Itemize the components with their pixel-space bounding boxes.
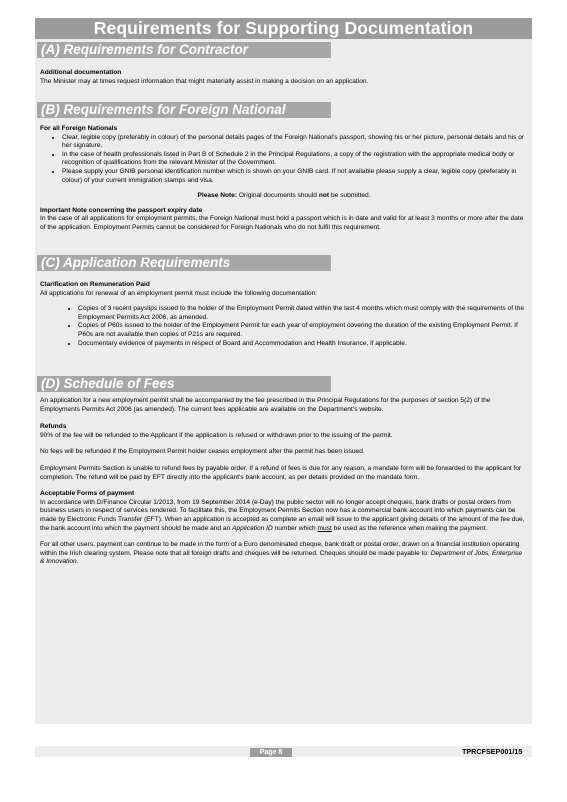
page-title: Requirements for Supporting Documentation — [35, 18, 532, 39]
payment-text-part-a: In accordance with D/Finance Circular 1/2013, from 19 September 2014 (e-Day) the public sector will no longer accept cheques, bank drafts or postal orders from business users in respect of services rendered. To facilitate this, the Employment Permits Section now has a commercial bank account into which payments can be made by Electronic Funds Transfer (EFT). When an application is accepted as complete an email will issue to the applicant giving details of the amount of the fee due, the bank account into which the payment should be made and an — [40, 498, 525, 532]
refunds-title: Refunds — [40, 423, 67, 431]
payment-forms-text-1 — [40, 499, 528, 533]
passport-expiry-text: In the case of all applications for employment permits, the Foreign National must hold a passport which is in date and valid for at least 3 months or more after the date of the application. Employment Permits cannot be considered for Foreign Nationals who do not fulfil this requirement. — [40, 215, 524, 231]
payment-forms-text-2 — [40, 541, 528, 567]
application-id-text: Application ID — [232, 524, 273, 532]
additional-documentation-text: The Minister may at times request information that might materially assist in making a decision on an application. — [40, 77, 369, 85]
section-b-heading: (B) Requirements for Foreign National — [37, 102, 331, 118]
please-note-label: Please Note: — [197, 192, 238, 200]
please-note-text-1: Original documents should — [238, 192, 317, 200]
page-number: Page 8 — [250, 748, 292, 757]
additional-documentation-title: Additional documentation — [40, 69, 122, 76]
refunds-text-1: 90% of the fee will be refunded to the Applicant if the application is refused or withdrawn prior to the issuing of the permit. — [40, 431, 393, 439]
please-note-text-2: be submitted. — [330, 192, 371, 200]
section-a-heading: (A) Requirements for Contractor — [37, 42, 331, 58]
list-item: • Copies of P60s issued to the holder of the Employment Permit for each year of employment covering the duration of the existing Employment Permit. If P60s are not available then copies of P21s are required. — [78, 322, 528, 339]
list-item: • Copies of 3 recent payslips issued to the holder of the Employment Permit dated within the last 4 months which must comply with the requirements of the Employment Permits Act 2006, as amended. — [78, 305, 528, 322]
refunds-text-3: Employment Permits Section is unable to refund fees by payable order. If a refund of fees is due for any reason, a mandate form will be forwarded to the applicant for completion. The refund will be paid by EFT directly into the applicant's bank account, as per details provided on the mandate form. — [40, 464, 522, 481]
list-item: • Please supply your GNIB personal identification number which is shown on your GNIB card. If not available please supply a clear, legible copy (preferably in colour) of your current immigration stamps and visa. — [62, 168, 528, 185]
payee-name: Department of Jobs, Enterprise & Innovation. — [40, 549, 523, 566]
remuneration-text: All applications for renewal of an employment permit must include the following documentation: — [40, 289, 318, 297]
must-text: must — [317, 524, 332, 532]
all-foreign-nationals-title: For all Foreign Nationals — [40, 125, 118, 132]
section-c-heading: (C) Application Requirements — [37, 255, 331, 271]
list-item: • Clear, legible copy (preferably in colour) of the personal details pages of the Foreign National’s passport, showing his or her picture, personal details and his or her signature. — [62, 134, 528, 151]
refunds-text-2: No fees will be refunded if the Employment Permit holder ceases employment after the permit has been issued. — [40, 448, 365, 456]
payment-text-2-part-a: For all other users, payment can continue to be made in the form of a Euro denominated cheque, bank draft or postal order, drawn on a financial institution operating within the Irish clearing system. Please note that all foreign drafts and cheques will be returned. Cheques should be made payable to: — [40, 541, 520, 557]
form-page — [35, 18, 532, 724]
list-item: • Documentary evidence of payments in respect of Board and Accommodation and Health Insurance, if applicable. — [78, 340, 528, 349]
foreign-national-requirements-list — [40, 134, 528, 186]
fees-intro-text: An application for a new employment permit shall be accompanied by the fee prescribed in the Principal Regulations for the purposes of section 5(2) of the Employments Permits Act 2006 (as amended). The current fees applicable are available on the Department’s website. — [40, 397, 491, 413]
payment-forms-title: Acceptable Forms of payment — [40, 490, 135, 498]
please-note — [40, 192, 528, 201]
passport-expiry-title: Important Note concerning the passport expiry date — [40, 206, 203, 214]
form-code: TPRCFSEP001/15 — [462, 747, 523, 756]
payment-text-part-c: be used as the reference when making the payment. — [333, 524, 488, 532]
list-item: • In the case of health professionals listed in Part B of Schedule 2 in the Principal Regulations, a copy of the registration with the appropriate medical body or recognition of qualifications from the relevant Minister of the Government. — [62, 151, 528, 168]
please-note-not: not — [318, 192, 330, 200]
remuneration-title: Clarification on Remuneration Paid — [40, 281, 150, 288]
section-d-heading: (D) Schedule of Fees — [37, 376, 331, 392]
section-d-body — [40, 397, 528, 567]
payment-text-part-b: number which — [274, 524, 316, 532]
section-a-body — [40, 69, 528, 86]
renewal-documentation-list — [40, 305, 528, 348]
section-b-body — [40, 125, 528, 233]
section-c-body — [40, 281, 528, 348]
